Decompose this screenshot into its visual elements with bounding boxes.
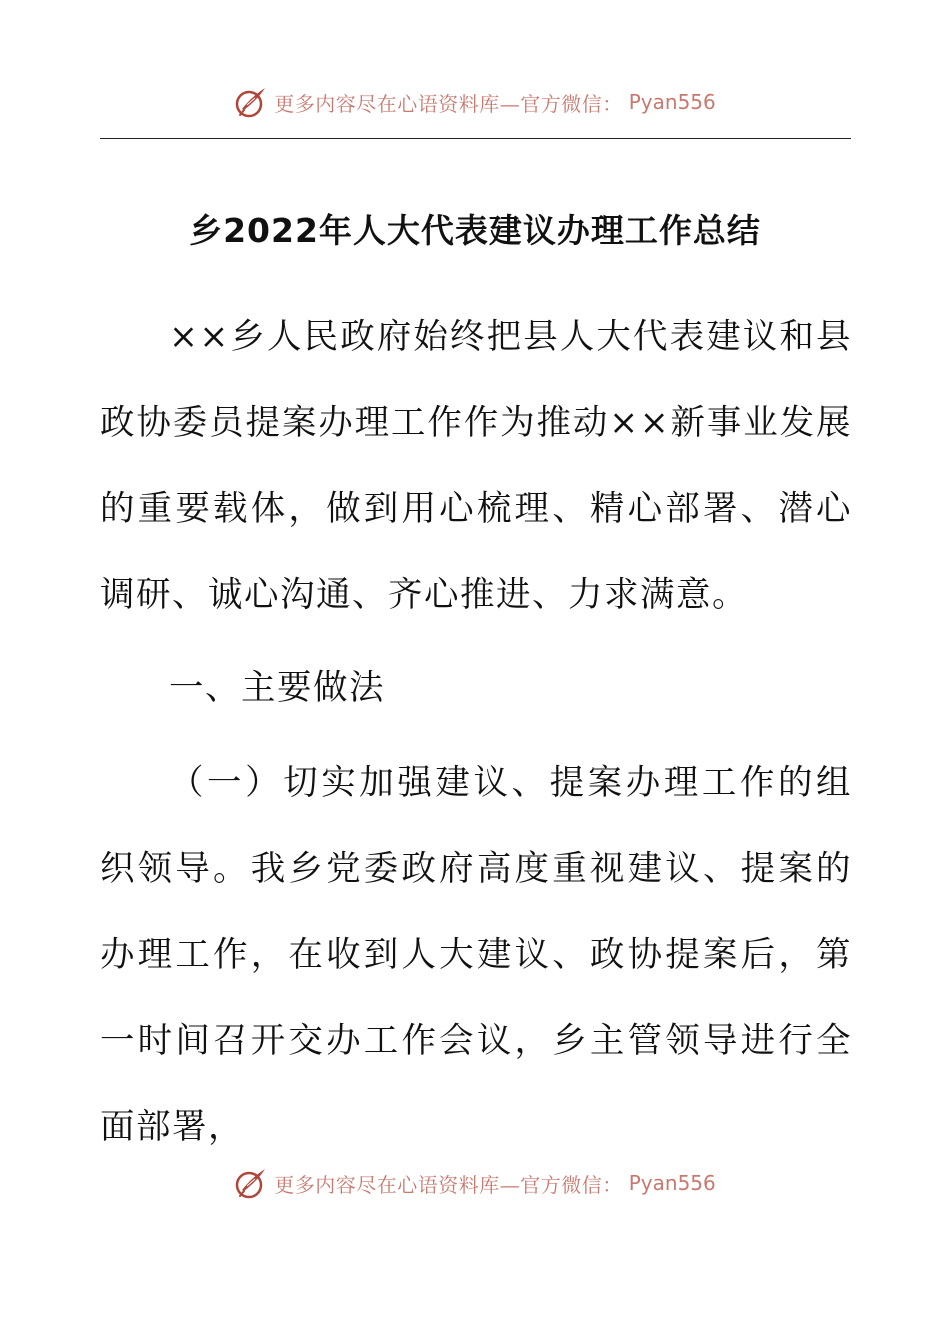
- footer-brand-text: 更多内容尽在心语资料库—官方微信：: [274, 1172, 623, 1197]
- paragraph-organization-leadership: （一）切实加强建议、提案办理工作的组织领导。我乡党委政府高度重视建议、提案的办理工作，在收到人大建议、政协提案后，第一时间召开交办工作会议，乡主管领导进行全面部署，: [100, 763, 852, 1147]
- paragraph-intro: ××乡人民政府始终把县人大代表建议和县政协委员提案办理工作作为推动××新事业发展的重要载体，做到用心梳理、精心部署、潜心调研、诚心沟通、齐心推进、力求满意。: [100, 317, 852, 615]
- header-brand-text: 更多内容尽在心语资料库—官方微信：: [274, 91, 623, 116]
- footer-wechat-id: Pyan556: [628, 1171, 716, 1195]
- quill-pen-logo-icon: [234, 1166, 268, 1200]
- header-banner: [0, 82, 950, 122]
- quill-pen-logo-icon: [234, 85, 268, 119]
- document-title: 乡2022年人大代表建议办理工作总结: [189, 211, 761, 250]
- header-divider: [100, 138, 851, 139]
- header-wechat-id: Pyan556: [628, 90, 716, 114]
- section-heading-main-practices: 一、主要做法: [169, 668, 385, 708]
- footer-banner: [0, 1163, 950, 1203]
